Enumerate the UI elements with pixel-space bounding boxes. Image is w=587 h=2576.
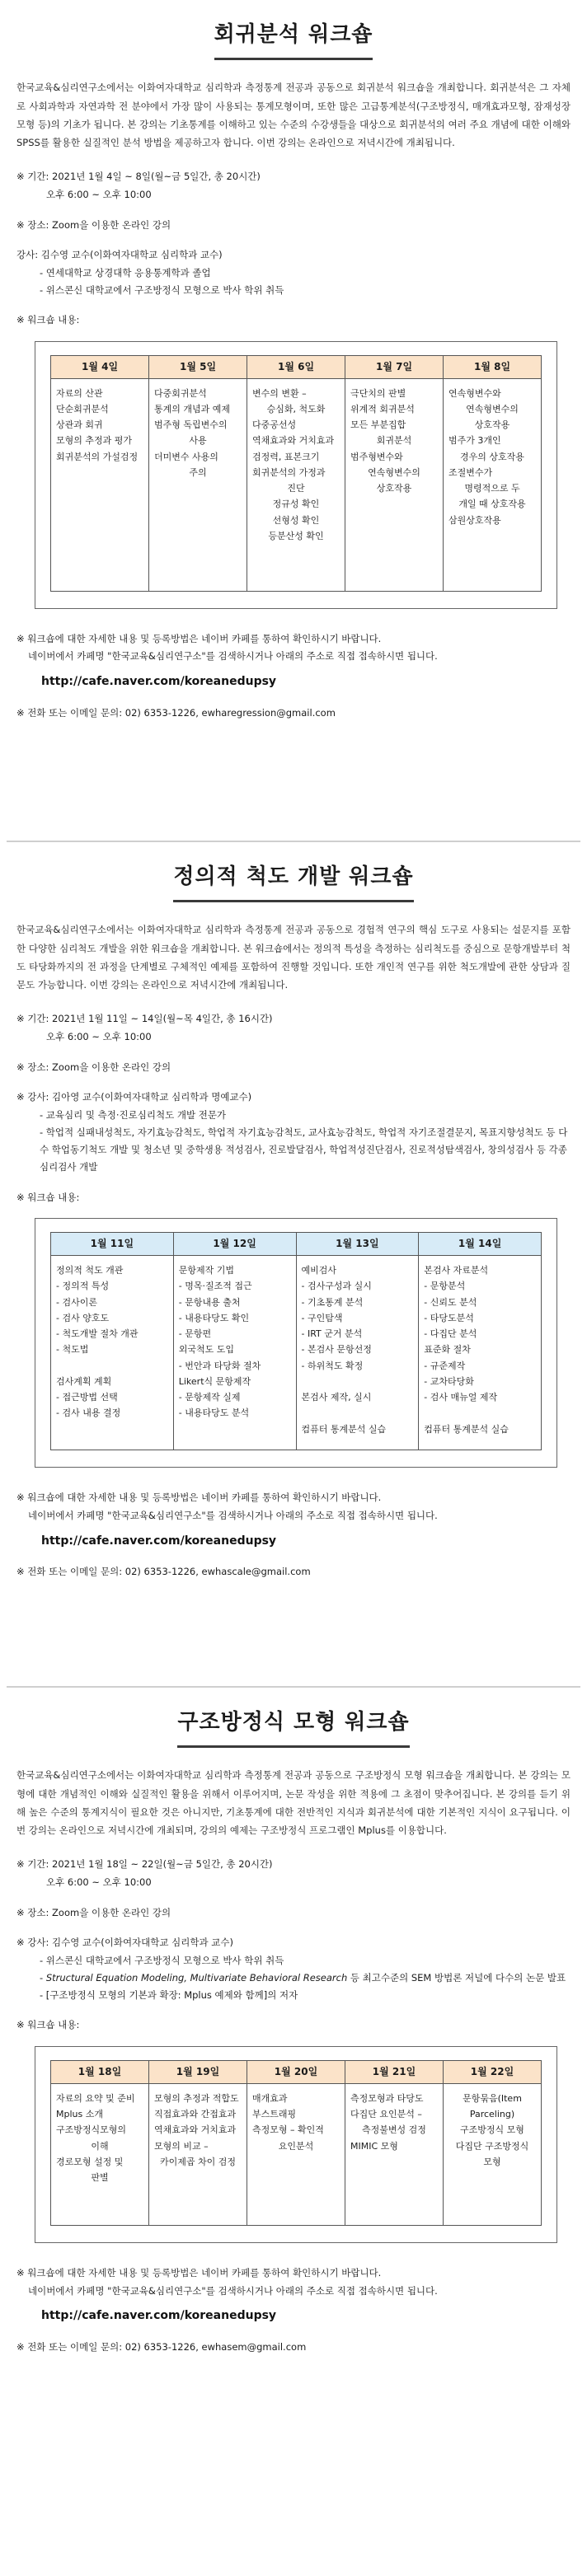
place-line: ※ 장소: Zoom을 이용한 온라인 강의	[16, 218, 171, 231]
schedule-label: ※ 워크숍 내용:	[16, 314, 80, 326]
topic-item: - 기초통계 분석	[301, 1296, 364, 1308]
day-header: 1월 20일	[247, 2060, 345, 2083]
topic-item: - 내용타당도 확인	[178, 1312, 250, 1323]
topic-item: - 척도개발 절차 개관	[56, 1328, 139, 1340]
footer-guide: 네이버에서 카페명 "한국교육&심리연구소"를 검색하시거나 아래의 주소로 직접 접속하시면 됩니다.	[28, 650, 438, 663]
topic-item: 카이제곱 차이 검정	[159, 2156, 236, 2167]
topic-item: 자료의 요약 및 준비	[56, 2092, 135, 2104]
day-cell	[51, 2083, 149, 2225]
day-cell	[444, 378, 542, 591]
day-cell	[247, 378, 345, 591]
section-title: 회귀분석 워크숍	[214, 16, 373, 60]
topic-item: 문항묶음(Item	[463, 2092, 522, 2104]
topic-item: 이해	[91, 2140, 109, 2152]
contact-line: ※ 전화 또는 이메일 문의: 02) 6353-1226, ewhasem@gmail.com	[16, 2341, 307, 2354]
footer-guide: 네이버에서 카페명 "한국교육&심리연구소"를 검색하시거나 아래의 주소로 직접 접속하시면 됩니다.	[28, 2284, 438, 2297]
schedule-box	[35, 341, 557, 609]
topic-item: 단순회귀분석	[56, 403, 109, 415]
period-line: ※ 기간: 2021년 1월 4일 ~ 8일(월~금 5일간, 총 20시간)	[16, 170, 261, 182]
topic-item: - 번안과 타당화 절차	[178, 1360, 261, 1371]
day-header: 1월 13일	[296, 1233, 419, 1256]
schedule-table	[50, 1232, 542, 1450]
day-cell	[149, 2083, 247, 2225]
instructor-bio-item: - [구조방정식 모형의 기본과 확장: Mplus 예제와 함께]의 저자	[40, 1989, 298, 2002]
instructor-line: ※ 강사: 김수영 교수(이화여자대학교 심리학과 교수)	[16, 1937, 233, 1949]
topic-item: 측정모형 – 확인적	[252, 2124, 324, 2136]
workshop-section-regression	[0, 0, 587, 841]
topic-item: 본검사 자료분석	[424, 1265, 489, 1276]
section-title: 구조방정식 모형 워크숍	[177, 1704, 409, 1748]
instructor-line: ※ 강사: 김아영 교수(이화여자대학교 심리학과 명예교수)	[16, 1091, 252, 1103]
instructor-bio-item: - 학업적 실패내성척도, 자기효능감척도, 학업적 자기효능감척도, 교사효능감척도, 학업적 자기조절결문지, 목표지향성척도 등 다수 학업동기척도 개발 및 청소년 및 중학생용 적성검사, 진로발달검사, 학업적성진단검사, 진로적성탐색검사, 창의성검사 등 각종 심리검사 개발	[40, 1126, 568, 1173]
day-header: 1월 6일	[247, 355, 345, 378]
topic-item: - 정의적 특성	[56, 1281, 110, 1292]
topic-item: 직접효과와 간접효과	[154, 2109, 237, 2120]
schedule-content-row	[51, 2083, 542, 2225]
topic-item: 범주형 독립변수의	[154, 419, 228, 431]
topic-item: 개일 때 상호작용	[458, 499, 526, 510]
topic-item: - 규준제작	[424, 1360, 466, 1371]
topic-item: 측정모형과 타당도	[350, 2092, 424, 2104]
topic-item: - 하위척도 확정	[301, 1360, 364, 1371]
intro-paragraph: 한국교육&심리연구소에서는 이화여자대학교 심리학과 측정통계 전공과 공동으로 경험적 연구의 핵심 도구로 사용되는 설문지를 포함한 다양한 심리척도 개발을 위한 워크숍을 개최합니다. 본 워크숍에서는 정의적 특성을 측정하는 심리척도를 중심으로 문항개발부터 척도 타당화까지의 전 과정을 단계별로 구체적인 예제를 포함하여 진행할 것입니다. 또한 개인적 연구를 위한 척도개발에 관한 상담과 질문도 가능합니다. 이번 강의는 온라인으로 저녁시간에 개최됩니다.	[16, 924, 571, 991]
place-line: ※ 장소: Zoom을 이용한 온라인 강의	[16, 1906, 171, 1918]
topic-item: - 접근방법 선택	[56, 1392, 118, 1403]
schedule-header-row	[51, 355, 542, 378]
day-cell	[444, 2083, 542, 2225]
topic-item: 다중공선성	[252, 419, 297, 431]
day-cell	[149, 378, 247, 591]
topic-item: 본검사 제작, 실시	[301, 1392, 372, 1403]
contact-line: ※ 전화 또는 이메일 문의: 02) 6353-1226, ewharegression@gmail.com	[16, 706, 336, 719]
topic-item: 다중회귀분석	[154, 387, 207, 399]
day-header: 1월 21일	[345, 2060, 444, 2083]
topic-item: 진단	[287, 483, 305, 494]
topic-item: - 문항편	[178, 1328, 212, 1340]
day-cell	[173, 1256, 296, 1450]
title-wrap	[16, 1688, 571, 1748]
schedule-label: ※ 워크숍 내용:	[16, 2019, 80, 2031]
topic-item: 연속형변수와	[448, 387, 501, 399]
topic-item: 모든 부분집합	[350, 419, 406, 431]
topic-item: MIMIC 모형	[350, 2140, 398, 2152]
instructor-line: 강사: 김수영 교수(이화여자대학교 심리학과 교수)	[16, 249, 223, 261]
topic-item: 변수의 변환 –	[252, 387, 307, 399]
topic-item: Parceling)	[469, 2109, 515, 2120]
time-line: 오후 6:00 ~ 오후 10:00	[46, 1031, 152, 1043]
cafe-link[interactable]: http://cafe.naver.com/koreanedupsy	[41, 1534, 277, 1548]
topic-item: 검정력, 표본크기	[252, 451, 320, 462]
topic-item: 회귀분석의 가정과	[252, 466, 326, 478]
topic-item	[56, 1358, 168, 1374]
topic-item: 역채효과와 거치효과	[252, 435, 335, 447]
day-header: 1월 18일	[51, 2060, 149, 2083]
topic-item: - 다집단 분석	[424, 1328, 477, 1340]
topic-item: 모형의 추정과 평가	[56, 435, 133, 447]
topic-item: 범주형변수와	[350, 451, 403, 462]
intro-paragraph: 한국교육&심리연구소에서는 이화여자대학교 심리학과 측정통계 전공과 공동으로 구조방정식 모형 워크숍을 개최합니다. 본 강의는 모형에 대한 개념적인 이해와 실질적인 활용을 위해서 이루어지며, 논문 작성을 위한 적용에 그 초점이 맞추어집니다. 본 강의를 듣기 위해 높은 수준의 통계지식이 필요한 것은 아니지만, 기초통계에 대한 전반적인 지식과 회귀분석에 대한 기본적인 지식이 요구됩니다. 이번 강의는 온라인으로 저녁시간에 개최되며, 강의의 예제는 구조방정식 프로그램인 Mplus를 이용합니다.	[16, 1769, 571, 1837]
topic-item: 상호작용	[474, 419, 510, 431]
day-cell	[345, 378, 444, 591]
topic-item: - 검사구성과 실시	[301, 1281, 372, 1292]
topic-item: - 문항분석	[424, 1281, 466, 1292]
section-title: 정의적 척도 개발 워크숍	[173, 859, 413, 902]
topic-item: - 문항제작 실제	[178, 1392, 241, 1403]
topic-item: 다집단 요인분석 –	[350, 2109, 422, 2120]
day-header: 1월 22일	[444, 2060, 542, 2083]
workshop-section-sem	[0, 1688, 587, 2576]
topic-item: - 검사 내용 결정	[56, 1407, 121, 1419]
footer-block	[16, 2265, 571, 2357]
footer-block	[16, 630, 571, 723]
title-wrap	[16, 842, 571, 902]
topic-item: 구조방정식 모형	[460, 2124, 524, 2136]
topic-item: 승심화, 척도화	[266, 403, 326, 415]
instructor-bio-item: - Structural Equation Modeling, Multivariate Behavioral Research 등 최고수준의 SEM 방법론 저널에 다수의 논문 발표	[40, 1971, 566, 1984]
topic-item: 극단치의 판별	[350, 387, 406, 399]
schedule-content-row	[51, 1256, 542, 1450]
topic-item: 범주가 3개인	[448, 435, 501, 447]
intro-paragraph: 한국교육&심리연구소에서는 이화여자대학교 심리학과 측정통계 전공과 공동으로 회귀분석 워크숍을 개최합니다. 회귀분석은 그 자체로 사회과학과 자연과학 전 분야에서 가장 많이 사용되는 통계모형이며, 또한 많은 고급통계분석(구조방정식, 매개효과모형, 잠재성장모형 등)의 기초가 됩니다. 본 강의는 기초통계를 이해하고 있는 수준의 수강생들을 대상으로 회귀분석의 여러 주요 개념에 대한 이해와 SPSS를 활용한 실질적인 분석 방법을 제공하고자 합니다. 이번 강의는 온라인으로 저녁시간에 개최됩니다.	[16, 82, 571, 149]
topic-item: 정의적 척도 개관	[56, 1265, 124, 1276]
topic-item: 회귀분석	[376, 435, 412, 447]
topic-item: 예비검사	[301, 1265, 337, 1276]
instructor-bio-item: - 교육심리 및 측정·진로심리척도 개발 전문가	[40, 1108, 227, 1121]
footer-note: ※ 워크숍에 대한 자세한 내용 및 등록방법은 네이버 카페를 통하여 확인하시기 바랍니다.	[16, 2266, 382, 2279]
day-cell	[419, 1256, 542, 1450]
topic-item: 경우의 상호작용	[460, 451, 524, 462]
day-cell	[247, 2083, 345, 2225]
topic-item: 부스트래핑	[252, 2109, 297, 2120]
title-wrap	[16, 0, 571, 60]
topic-item: 상관과 회귀	[56, 419, 103, 431]
topic-item: 사용	[189, 435, 207, 447]
topic-item: 통계의 개념과 예제	[154, 403, 231, 415]
topic-item: 주의	[189, 466, 207, 478]
cafe-link[interactable]: http://cafe.naver.com/koreanedupsy	[41, 675, 277, 689]
time-line: 오후 6:00 ~ 오후 10:00	[46, 1876, 152, 1889]
footer-note: ※ 워크숍에 대한 자세한 내용 및 등록방법은 네이버 카페를 통하여 확인하시기 바랍니다.	[16, 1492, 382, 1504]
footer-note: ※ 워크숍에 대한 자세한 내용 및 등록방법은 네이버 카페를 통하여 확인하시기 바랍니다.	[16, 632, 382, 644]
instructor-bio-item: - 위스콘신 대학교에서 구조방정식 모형으로 박사 학위 취득	[40, 1954, 284, 1966]
topic-item: 연속형변수의	[466, 403, 519, 415]
schedule-table	[50, 355, 542, 592]
topic-item: - 검사 매뉴얼 제작	[424, 1392, 498, 1403]
period-line: ※ 기간: 2021년 1월 11일 ~ 14일(월~목 4일간, 총 16시간)	[16, 1012, 273, 1024]
topic-item: 요인분석	[278, 2140, 314, 2152]
schedule-box	[35, 2046, 557, 2243]
topic-item: Mplus 소개	[56, 2109, 103, 2120]
topic-item: - 명목·질조적 접근	[178, 1281, 252, 1292]
schedule-header-row	[51, 1233, 542, 1256]
cafe-link[interactable]: http://cafe.naver.com/koreanedupsy	[41, 2309, 277, 2323]
topic-item: 컴퓨터 통계분석 실습	[301, 1423, 387, 1435]
topic-item: 연속형변수의	[368, 466, 420, 478]
topic-item: 검사계획 계획	[56, 1375, 112, 1387]
topic-item: - 신뢰도 분석	[424, 1296, 477, 1308]
instructor-bio-item: - 위스콘신 대학교에서 구조방정식 모형으로 박사 학위 취득	[40, 283, 284, 296]
topic-item: 선형성 확인	[272, 514, 320, 526]
topic-item: 정규성 확인	[272, 499, 320, 510]
topic-item: 모형의 비교 –	[154, 2140, 209, 2152]
topic-item: 매개효과	[252, 2092, 288, 2104]
topic-item: 표준화 절차	[424, 1344, 471, 1356]
topic-item: 명령적으로 두	[464, 483, 520, 494]
day-header: 1월 19일	[149, 2060, 247, 2083]
time-line: 오후 6:00 ~ 오후 10:00	[46, 189, 152, 201]
topic-item: 다집단 구조방정식	[455, 2140, 529, 2152]
topic-item	[302, 1374, 414, 1389]
topic-item: 역채효과와 거치효과	[154, 2124, 237, 2136]
topic-item	[302, 1405, 414, 1421]
topic-item: 측정불변성 검정	[362, 2124, 426, 2136]
topic-item: - 문항내용 출처	[178, 1296, 241, 1308]
info-block	[16, 1009, 571, 1206]
schedule-label: ※ 워크숍 내용:	[16, 1191, 80, 1203]
day-header: 1월 5일	[149, 355, 247, 378]
day-cell	[296, 1256, 419, 1450]
topic-item: 판별	[91, 2172, 109, 2184]
topic-item: - 검사이론	[56, 1296, 97, 1308]
topic-item: 삼원상호작용	[448, 514, 501, 526]
topic-item: 컴퓨터 통계분석 실습	[424, 1423, 509, 1435]
topic-item: - 검사 양호도	[56, 1312, 110, 1323]
topic-item: 회귀분석의 가설검정	[56, 451, 139, 462]
workshop-section-scale	[0, 842, 587, 1686]
topic-item: 위계적 회귀분석	[350, 403, 415, 415]
period-line: ※ 기간: 2021년 1월 18일 ~ 22일(월~금 5일간, 총 20시간)	[16, 1857, 273, 1870]
topic-item: Likert식 문항제작	[178, 1375, 251, 1387]
topic-item: - 본검사 문항선정	[301, 1344, 372, 1356]
day-header: 1월 11일	[51, 1233, 174, 1256]
topic-item: 상호작용	[376, 483, 412, 494]
topic-item: - 내용타당도 분석	[178, 1407, 250, 1419]
topic-item: 더미변수 사용의	[154, 451, 218, 462]
journal-names: Structural Equation Modeling, Multivariate Behavioral Research	[45, 1971, 348, 1984]
schedule-box	[35, 1218, 557, 1468]
day-header: 1월 7일	[345, 355, 444, 378]
topic-item: 경로모형 설정 및	[56, 2156, 124, 2167]
day-cell	[345, 2083, 444, 2225]
topic-item: - 구인탐색	[301, 1312, 343, 1323]
topic-item: 조절변수가	[448, 466, 493, 478]
topic-item: - IRT 군거 분석	[301, 1328, 363, 1340]
footer-block	[16, 1489, 571, 1581]
contact-line: ※ 전화 또는 이메일 문의: 02) 6353-1226, ewhascale@gmail.com	[16, 1566, 311, 1578]
schedule-header-row	[51, 2060, 542, 2083]
day-cell	[51, 1256, 174, 1450]
topic-item: 구조방정식모형의	[56, 2124, 127, 2136]
topic-item: 모형	[483, 2156, 501, 2167]
topic-item: - 척도법	[56, 1344, 89, 1356]
topic-item: 등분산성 확인	[268, 530, 324, 541]
topic-item: 모형의 추정과 적합도	[154, 2092, 239, 2104]
day-header: 1월 12일	[173, 1233, 296, 1256]
topic-item: 자료의 산관	[56, 387, 103, 399]
day-header: 1월 14일	[419, 1233, 542, 1256]
day-header: 1월 8일	[444, 355, 542, 378]
info-block	[16, 167, 571, 330]
schedule-content-row	[51, 378, 542, 591]
topic-item: - 교차타당화	[424, 1375, 474, 1387]
schedule-table	[50, 2060, 542, 2226]
place-line: ※ 장소: Zoom을 이용한 온라인 강의	[16, 1061, 171, 1073]
topic-item: - 타당도분석	[424, 1312, 474, 1323]
day-cell	[51, 378, 149, 591]
topic-item: 외국척도 도입	[178, 1344, 235, 1356]
info-block	[16, 1855, 571, 2035]
instructor-bio-item: - 연세대학교 상경대학 응용통계학과 졸업	[40, 266, 211, 279]
topic-item	[424, 1405, 536, 1421]
topic-item: 문항제작 기법	[178, 1265, 235, 1276]
footer-guide: 네이버에서 카페명 "한국교육&심리연구소"를 검색하시거나 아래의 주소로 직접 접속하시면 됩니다.	[28, 1509, 438, 1521]
day-header: 1월 4일	[51, 355, 149, 378]
